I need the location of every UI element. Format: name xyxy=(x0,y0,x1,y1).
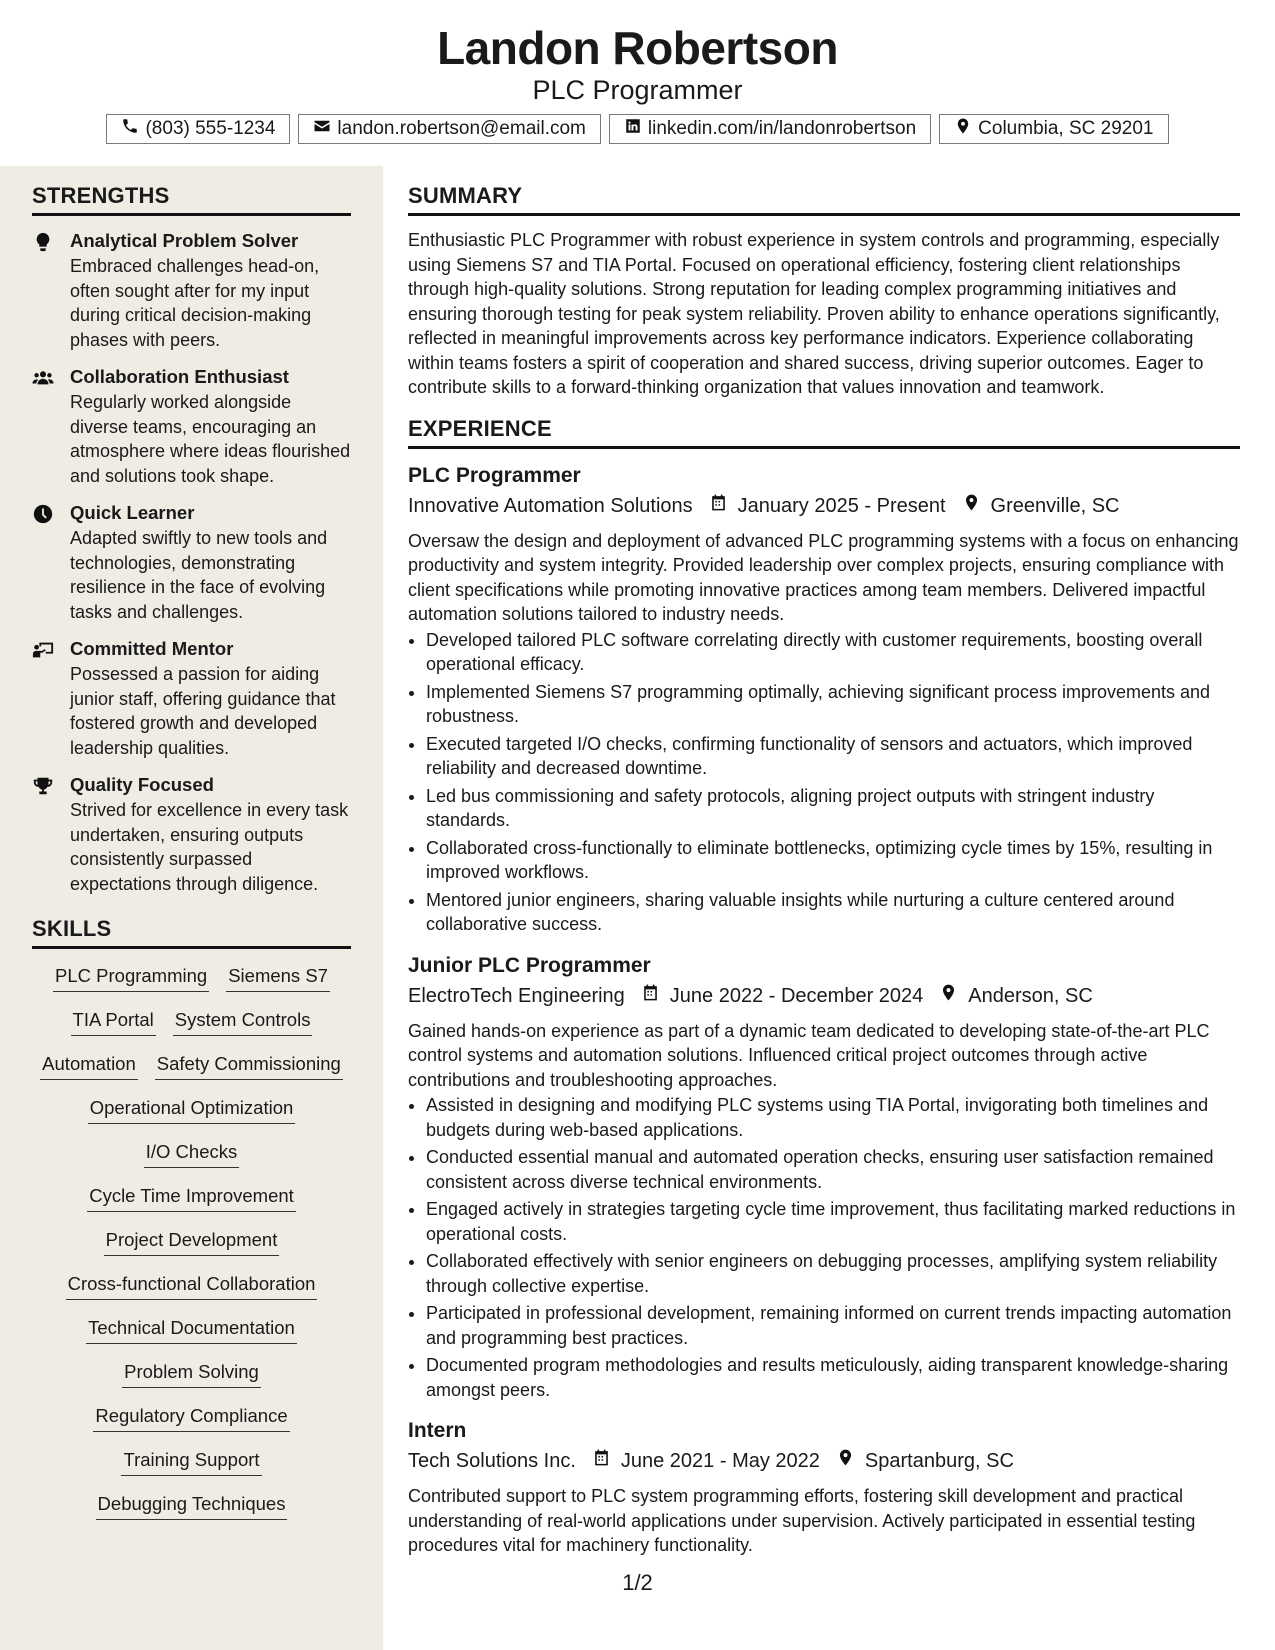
job-bullet: • Assisted in designing and modifying PLC systems using TIA Portal, invigorating both timelines and budgets during web-based applications. xyxy=(426,1093,1240,1142)
calendar-icon xyxy=(641,981,660,1011)
contact-location[interactable] xyxy=(939,114,1168,144)
phone-icon xyxy=(121,117,139,141)
calendar-icon xyxy=(592,1446,611,1476)
skill-tag: Regulatory Compliance xyxy=(93,1403,289,1432)
contact-email[interactable] xyxy=(298,114,600,144)
job-dates: June 2021 - May 2022 xyxy=(620,1450,820,1472)
strength-desc: Adapted swiftly to new tools and technologies, demonstrating resilience in the face of evolving tasks and challenges. xyxy=(70,528,328,622)
job-bullet: • Engaged actively in strategies targeting cycle time improvement, thus facilitating marked reductions in operational costs. xyxy=(426,1197,1240,1246)
clock-icon xyxy=(32,500,58,624)
page-number: 1/2 xyxy=(622,1570,653,1595)
job-location: Spartanburg, SC xyxy=(864,1450,1014,1472)
summary-heading: SUMMARY xyxy=(408,183,1240,216)
job-bullet: • Participated in professional development, remaining informed on current trends impacting automation and programming best practices. xyxy=(426,1301,1240,1350)
strength-item xyxy=(32,364,351,488)
strength-item xyxy=(32,636,351,760)
contact-phone[interactable] xyxy=(106,114,290,144)
job-meta xyxy=(408,1446,1240,1476)
strengths-heading: STRENGTHS xyxy=(32,183,351,216)
contact-linkedin-text: linkedin.com/in/landonrobertson xyxy=(647,118,917,139)
trophy-icon xyxy=(32,772,58,896)
skill-tag: Technical Documentation xyxy=(86,1315,297,1344)
lightbulb-icon xyxy=(32,228,58,352)
job-entry xyxy=(408,951,1240,1403)
job-bullet: • Executed targeted I/O checks, confirming functionality of sensors and actuators, which improved reliability and decreased downtime. xyxy=(426,732,1240,781)
skill-tag: I/O Checks xyxy=(144,1139,240,1168)
skill-tag: System Controls xyxy=(173,1007,313,1036)
job-description: Gained hands-on experience as part of a dynamic team dedicated to developing state-of-the-art PLC control systems and automation solutions. Influenced critical project outcomes through active contributions and troubleshooting approaches. xyxy=(408,1020,1210,1090)
skill-tag: Project Development xyxy=(104,1227,280,1256)
sidebar xyxy=(0,166,383,1650)
job-dates: June 2022 - December 2024 xyxy=(669,984,924,1007)
skill-tag: Training Support xyxy=(121,1447,261,1476)
skill-tag: Cycle Time Improvement xyxy=(87,1183,296,1212)
location-icon xyxy=(954,117,972,141)
job-bullets xyxy=(408,1093,1240,1402)
experience-heading: EXPERIENCE xyxy=(408,416,1240,449)
job-bullet: • Documented program methodologies and results meticulously, aiding transparent knowledge-sharing amongst peers. xyxy=(426,1353,1240,1402)
strength-desc: Embraced challenges head-on, often sought after for my input during critical decision-making phases with peers. xyxy=(70,256,320,350)
job-location: Anderson, SC xyxy=(968,984,1093,1007)
job-entry xyxy=(408,461,1240,937)
location-icon xyxy=(939,981,958,1011)
linkedin-icon xyxy=(624,117,642,141)
company-name: ElectroTech Engineering xyxy=(408,984,625,1007)
job-bullet: • Conducted essential manual and automated operation checks, ensuring user satisfaction remained consistent across diverse technical environments. xyxy=(426,1145,1240,1194)
job-bullet: • Mentored junior engineers, sharing valuable insights while nurturing a culture centered around collaborative success. xyxy=(426,888,1240,937)
location-icon xyxy=(962,491,981,521)
strength-title: Quality Focused xyxy=(70,774,214,795)
job-bullet: • Implemented Siemens S7 programming optimally, achieving significant process improvements and robustness. xyxy=(426,680,1240,729)
strength-item xyxy=(32,500,351,624)
chalkboard-teacher-icon xyxy=(32,636,58,760)
job-bullet: • Developed tailored PLC software correlating directly with customer requirements, boosting overall operational efficacy. xyxy=(426,628,1240,677)
strength-desc: Regularly worked alongside diverse teams, encouraging an atmosphere where ideas flourished and solutions took shape. xyxy=(70,392,351,486)
company-name: Innovative Automation Solutions xyxy=(408,494,693,517)
candidate-title: PLC Programmer xyxy=(532,75,743,105)
skill-tag: PLC Programming xyxy=(53,963,209,992)
job-bullet: • Collaborated cross-functionally to eliminate bottlenecks, optimizing cycle times by 15%, resulting in improved workflows. xyxy=(426,836,1240,885)
job-meta xyxy=(408,491,1240,521)
contact-email-text: landon.robertson@email.com xyxy=(337,118,586,139)
skill-tag: Operational Optimization xyxy=(88,1095,296,1124)
skill-tag: Siemens S7 xyxy=(226,963,330,992)
contact-phone-text: (803) 555-1234 xyxy=(145,118,276,139)
strength-title: Committed Mentor xyxy=(70,638,234,659)
skill-tag: Safety Commissioning xyxy=(155,1051,343,1080)
strength-item xyxy=(32,228,351,352)
skill-tag: Cross-functional Collaboration xyxy=(66,1271,318,1300)
main-content xyxy=(408,166,1240,1572)
skill-tag: Problem Solving xyxy=(122,1359,261,1388)
skill-tag: TIA Portal xyxy=(71,1007,156,1036)
location-icon xyxy=(836,1446,855,1476)
strength-title: Analytical Problem Solver xyxy=(70,230,299,251)
candidate-name: Landon Robertson xyxy=(437,22,838,74)
strength-desc: Strived for excellence in every task undertaken, ensuring outputs consistently surpassed expectations through diligence. xyxy=(70,800,349,894)
job-title: Junior PLC Programmer xyxy=(408,953,651,977)
job-meta xyxy=(408,981,1240,1011)
contact-location-text: Columbia, SC 29201 xyxy=(978,118,1154,139)
skills-list xyxy=(32,961,351,1520)
skill-tag: Debugging Techniques xyxy=(96,1491,288,1520)
contact-linkedin[interactable] xyxy=(609,114,931,144)
job-title: PLC Programmer xyxy=(408,463,581,487)
job-description: Contributed support to PLC system programming efforts, fostering skill development and practical understanding of real-world applications under supervision. Actively participated in essential testing procedures vital for machinery functionality. xyxy=(408,1486,1196,1555)
job-dates: January 2025 - Present xyxy=(737,494,946,517)
strength-title: Quick Learner xyxy=(70,502,195,523)
job-bullets xyxy=(408,628,1240,937)
calendar-icon xyxy=(709,491,728,521)
strength-item xyxy=(32,772,351,896)
users-icon xyxy=(32,364,58,488)
strength-desc: Possessed a passion for aiding junior staff, offering guidance that fostered growth and developed leadership qualities. xyxy=(70,664,336,758)
job-entry xyxy=(408,1416,1240,1558)
skill-tag: Automation xyxy=(40,1051,138,1080)
job-bullet: • Collaborated effectively with senior engineers on debugging processes, amplifying system reliability through collective expertise. xyxy=(426,1249,1240,1298)
job-description: Oversaw the design and deployment of advanced PLC programming systems with a focus on enhancing productivity and system integrity. Provided leadership over complex projects, ensuring compliance with client specifications while promoting innovative practices among team members. Delivered impactful automation solutions tailored to industry needs. xyxy=(408,530,1239,624)
contact-bar xyxy=(0,114,1275,144)
email-icon xyxy=(313,117,331,141)
skills-heading: SKILLS xyxy=(32,916,351,949)
job-bullet: • Led bus commissioning and safety protocols, aligning project outputs with stringent industry standards. xyxy=(426,784,1240,833)
company-name: Tech Solutions Inc. xyxy=(408,1450,576,1472)
summary-text: Enthusiastic PLC Programmer with robust experience in system controls and programming, especially using Siemens S7 and TIA Portal. Focused on operational efficiency, fostering client relationships through high-quality solutions. Strong reputation for leading complex programming initiatives and ensuring thorough testing for peak system reliability. Proven ability to enhance operations significantly, reflected in meaningful improvements across key performance indicators. Experience collaborating within teams fosters a spirit of cooperation and shared success, driving superior outcomes. Eager to contribute skills to a forward-thinking organization that values innovation and teamwork. xyxy=(408,230,1220,397)
resume-header xyxy=(0,0,1275,144)
job-location: Greenville, SC xyxy=(990,494,1120,517)
job-title: Intern xyxy=(408,1419,467,1442)
strength-title: Collaboration Enthusiast xyxy=(70,366,289,387)
